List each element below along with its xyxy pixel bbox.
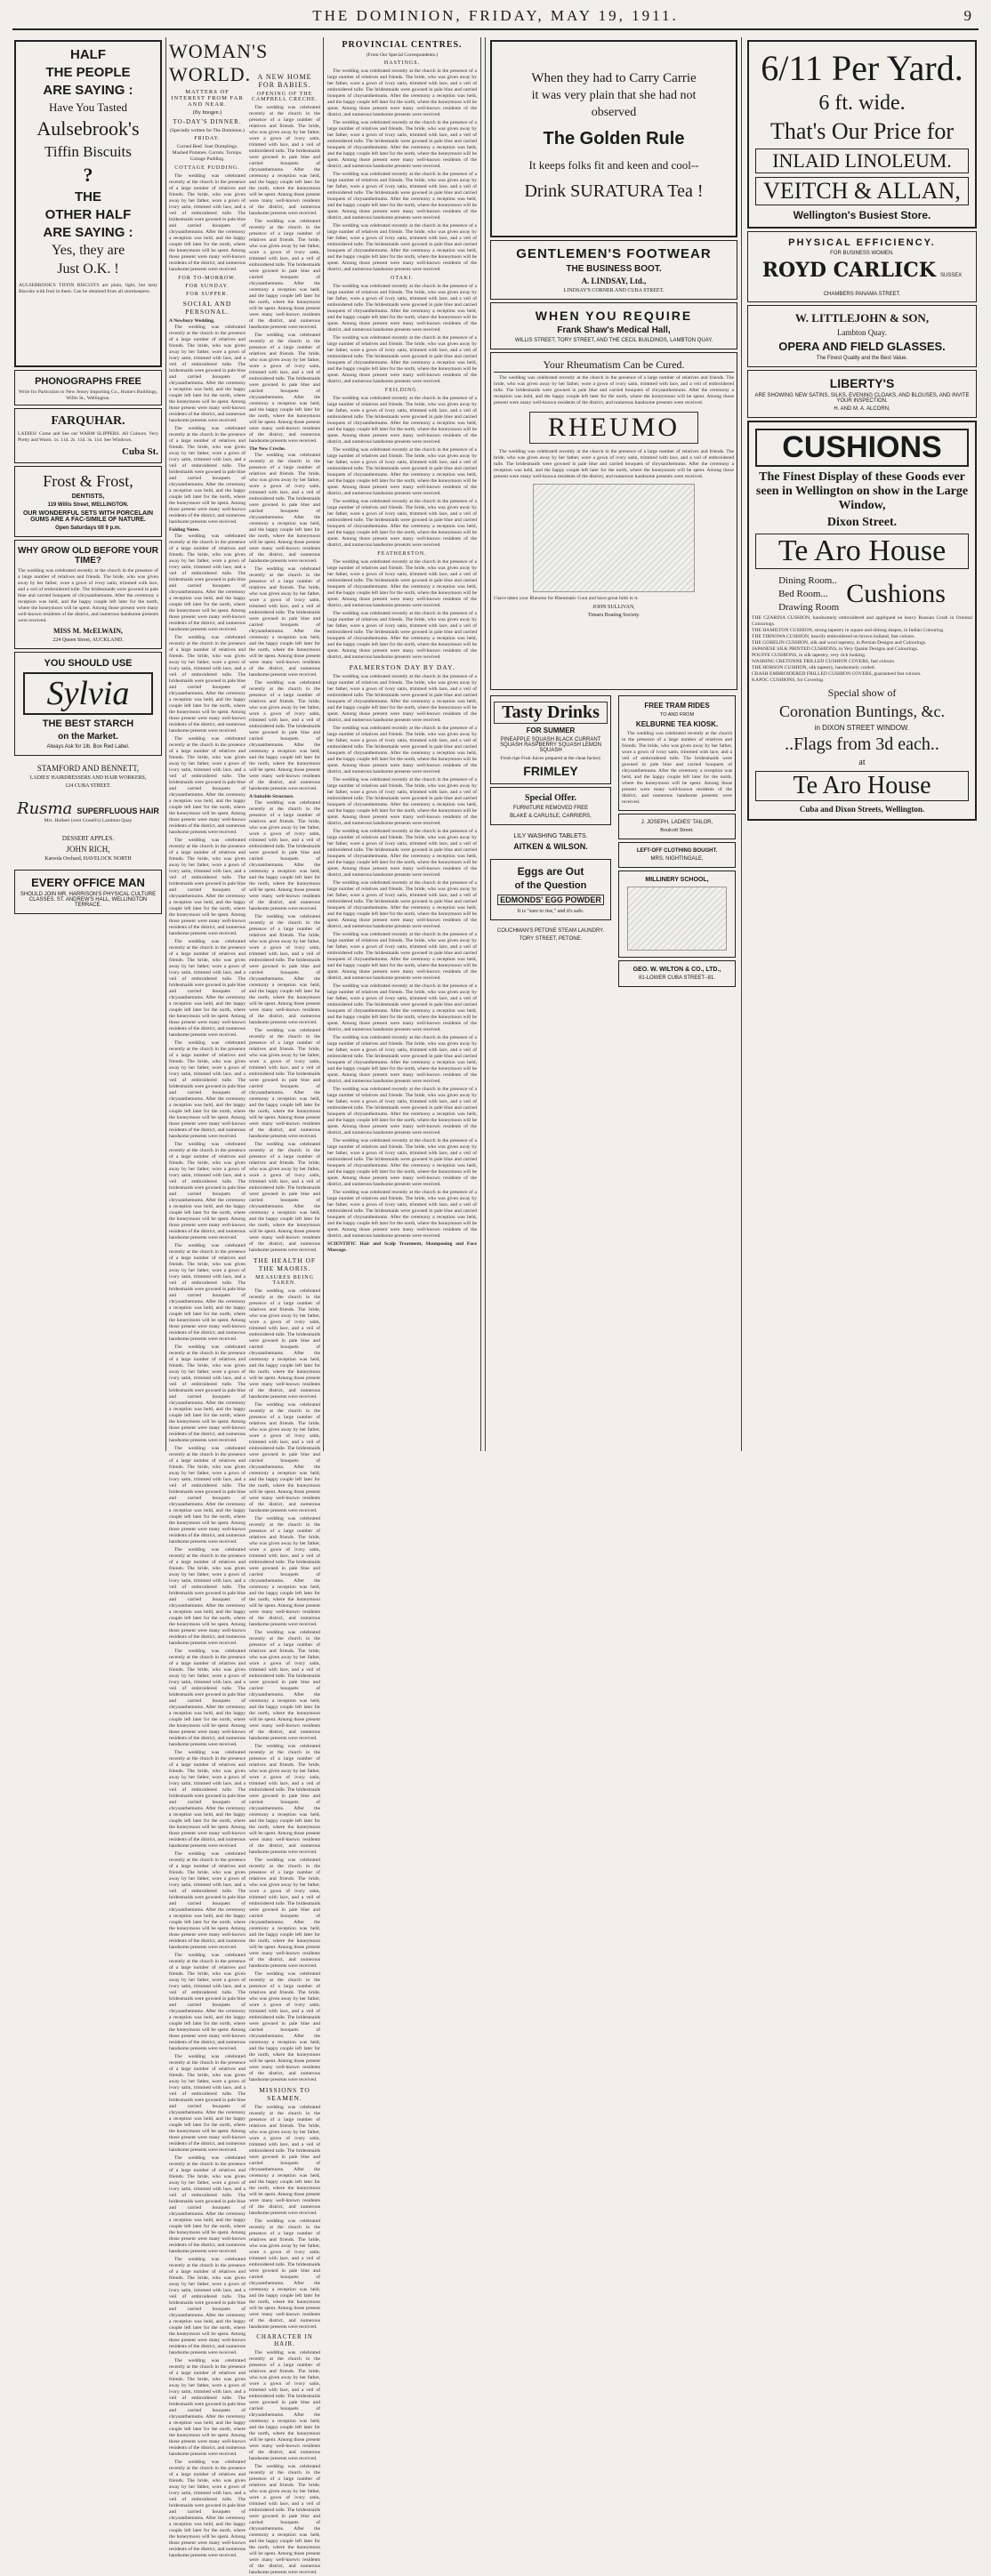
ad-slogan: Wellington's Busiest Store. — [793, 209, 931, 221]
heading: FEILDING. — [384, 388, 420, 393]
byline: (By Imogen.) — [192, 110, 222, 116]
note: (Specially written for The Dominion.) — [170, 128, 245, 133]
tasty-drinks-ad — [490, 695, 611, 784]
paragraph: The wedding was celebrated recently at the church in the presence of a large number of relatives and friends. The bride, who was given away by her father, wore a gown of ivory satin, trimmed with lace, and a veil of embroidered tulle. The bridesmaids were gowned in pale blue and carried bouquets of chrysanthemums. After the ceremony a reception was held, and the happy couple left later for the north, where the honeymoon will be spent. Among those present were many well-known residents of the district, and numerous handsome presents were received. — [169, 1649, 246, 1747]
ad-line: Drawing Room — [778, 602, 840, 613]
ad-note: Mrs. Hulbert (over Gonell's) Lambton Quay — [44, 818, 133, 823]
rheumo-logo: RHEUMO — [529, 412, 698, 444]
ad-head: SUPERFLUOUS HAIR — [77, 807, 159, 815]
ad-line: ARE SAYING : — [43, 225, 133, 240]
paragraph: The wedding was celebrated recently at the church in the presence of a large number of relatives and friends. The bride, who was given away by her father, wore a gown of ivory satin, trimmed with lace, and a veil of embroidered tulle. The bridesmaids were gowned in pale blue and carried bouquets of chrysanthemums. After the ceremony a reception was held, and the happy couple left later for the north, where the honeymoon will be spent. Among those present were many well-known residents of the district, and numerous handsome presents were received. — [249, 453, 320, 564]
paragraph: The wedding was celebrated recently at the church in the presence of a large number of relatives and friends. The bride, who was given away by her father, wore a gown of ivory satin, trimmed with lace, and a veil of embroidered tulle. The bridesmaids were gowned in pale blue and carried bouquets of chrysanthemums. After the ceremony a reception was held, and the happy couple left later for the north, where the honeymoon will be spent. Among those present were many well-known residents of the district, and numerous handsome presents were received. — [249, 1516, 320, 1627]
paragraph: The wedding was celebrated recently at the church in the presence of a large number of relatives and friends. The bride, who was given away by her father, wore a gown of ivory satin, trimmed with lace, and a veil of embroidered tulle. The bridesmaids were gowned in pale blue and carried bouquets of chrysanthemums. After the ceremony a reception was held, and the happy couple left later for the north, where the honeymoon will be spent. Among those present were many well-known residents of the district, and numerous handsome presents were received. — [169, 1446, 246, 1545]
section-subtitle: MATTERS OF INTEREST FROM FAR AND NEAR. — [171, 89, 244, 108]
ad-items: PINEAPPLE SQUASH BLACK CURRANT SQUASH RASPBERRY SQUASH LEMON SQUASH — [500, 737, 601, 753]
ad-kiosk: KELBURNE TEA KIOSK. — [635, 720, 719, 728]
rooms-list — [778, 573, 839, 615]
aulsebrook-ad — [14, 40, 162, 367]
ad-body: SHOULD JOIN MR. HARRISON'S PHYSICAL CULTURE CLASSES. ST. ANDREW'S HALL, WELLINGTON TERRACE. — [20, 892, 157, 908]
paragraph: The wedding was celebrated recently at the church in the presence of a large number of relatives and friends. The bride, who was given away by her father, wore a gown of ivory satin, trimmed with lace, and a veil of embroidered tulle. The bridesmaids were gowned in pale blue and carried bouquets of chrysanthemums. After the ceremony a reception was held, and the happy couple left later for the north, where the honeymoon will be spent. Among those present were many well-known residents of the district, and numerous handsome presents were received. — [622, 731, 732, 805]
heading: OTAKI. — [391, 276, 414, 281]
ad-line: YOU SHOULD USE — [44, 658, 133, 669]
medical-hall-ad — [490, 302, 737, 349]
ad-sub: FOR SUMMER — [526, 726, 576, 734]
ad-head: W. LITTLEJOHN & SON, — [794, 311, 930, 325]
ad-line: Drink SURATURA Tea ! — [524, 181, 704, 201]
paragraph: The wedding was celebrated recently at the church in the presence of a large number of relatives and friends. The bride, who was given away by her father, wore a gown of ivory satin, trimmed with lace, and a veil of embroidered tulle. The bridesmaids were gowned in pale blue and carried bouquets of chrysanthemums. After the ceremony a reception was held, and the happy couple left later for the north, where the honeymoon will be spent. Among those present were many well-known residents of the district, and numerous handsome presents were received. — [169, 1243, 246, 1342]
cushion-item: THE HOBSON CUSHION, silk tapestry, handsomely corded. — [752, 665, 875, 670]
column-provincial — [327, 37, 477, 1453]
paragraph: The wedding was celebrated recently at the church in the presence of a large number of relatives and friends. The bride, who was given away by her father, wore a gown of ivory satin, trimmed with lace, and a veil of embroidered tulle. The bridesmaids were gowned in pale blue and carried bouquets of chrysanthemums. After the ceremony a reception was held, and the happy couple left later for the north, where the honeymoon will be spent. Among those present were many well-known residents of the district, and numerous handsome presents were received. — [327, 880, 477, 929]
ad-sub: The Finest Quality and the Best Value. — [816, 356, 908, 361]
heading: THE HEALTH OF THE MAORIS. — [253, 1256, 317, 1272]
liberty-ad — [747, 370, 977, 418]
frost-ad — [14, 466, 162, 537]
heading: CHARACTER IN HAIR. — [256, 2333, 313, 2347]
paragraph: The wedding was celebrated recently at the church in the presence of a large number of relatives and friends. The bride, who was given away by her father, wore a gown of ivory satin, trimmed with lace, and a veil of embroidered tulle. The bridesmaids were gowned in pale blue and carried bouquets of chrysanthemums. After the ceremony a reception was held, and the happy couple left later for the north, where the honeymoon will be spent. Among those present were many well-known residents of the district, and numerous handsome presents were received. — [327, 120, 477, 169]
special-offer-ad — [490, 787, 611, 825]
ad-tag: It is "sure to rise," and it's safe. — [517, 909, 584, 914]
office-man-ad — [14, 870, 162, 914]
ad-head: FARQUHAR. — [51, 414, 125, 428]
ad-addr: LINDSAY'S CORNER AND CUBA STREET. — [563, 288, 665, 293]
ad-head: WHEN YOU REQUIRE — [535, 309, 693, 323]
paragraph: The wedding was celebrated recently at the church in the presence of a large number of relatives and friends. The bride, who was given away by her father, wore a gown of ivory satin, trimmed with lace, and a veil of embroidered tulle. The bridesmaids were gowned in pale blue and carried bouquets of chrysanthemums. After the ceremony a reception was held, and the happy couple left later for the north, where the honeymoon will be spent. Among those present were many well-known residents of the district, and numerous handsome presents were received. — [249, 1858, 320, 1969]
ad-line: That's Our Price for — [769, 118, 955, 144]
ad-head: MILLINERY SCHOOL, — [645, 877, 709, 883]
ad-head: STAMFORD AND BENNETT, — [36, 764, 140, 773]
cushions-ad — [747, 421, 977, 821]
ad-addr: 81-LOWER CUBA STREET--81. — [638, 975, 716, 981]
column-news-3 — [249, 37, 320, 2575]
paragraph: The wedding was celebrated recently at the church in the presence of a large number of relatives and friends. The bride, who was given away by her father, wore a gown of ivory satin, trimmed with lace, and a veil of embroidered tulle. The bridesmaids were gowned in pale blue and carried bouquets of chrysanthemums. After the ceremony a reception was held, and the happy couple left later for the north, where the honeymoon will be spent. Among those present were many well-known residents of the district, and numerous handsome presents were received. — [169, 534, 246, 632]
ad-name: H. AND M. A. ALCORN, — [834, 406, 890, 412]
ad-price: 6/11 Per Yard. — [761, 48, 963, 88]
ad-head: The Golden Rule — [543, 129, 685, 148]
ad-head: GENTLEMEN'S FOOTWEAR — [516, 246, 712, 261]
column-ads-right — [745, 37, 979, 1453]
ad-head: LEFT-OFF CLOTHING BOUGHT. — [636, 848, 718, 854]
hats-illustration — [627, 887, 727, 951]
ad-quote: I have taken your Rheumo for Rheumatic Gout and have great faith in it. — [494, 596, 639, 601]
paragraph: The wedding was celebrated recently at the church in the presence of a large number of relatives and friends. The bride, who was given away by her father, wore a gown of ivory satin, trimmed with lace, and a veil of embroidered tulle. The bridesmaids were gowned in pale blue and carried bouquets of chrysanthemums. After the ceremony a reception was held, and the happy couple left later for the north, where the honeymoon will be spent. Among those present were many well-known residents of the district, and numerous handsome presents were received. — [169, 2257, 246, 2355]
paragraph: The wedding was celebrated recently at the church in the presence of a large number of relatives and friends. The bride, who was given away by her father, wore a gown of ivory satin, trimmed with lace, and a veil of embroidered tulle. The bridesmaids were gowned in pale blue and carried bouquets of chrysanthemums. After the ceremony a reception was held, and the happy couple left later for the north, where the honeymoon will be spent. Among those present were many well-known residents of the district, and numerous handsome presents were received. — [249, 566, 320, 678]
paragraph: The wedding was celebrated recently at the church in the presence of a large number of relatives and friends. The bride, who was given away by her father, wore a gown of ivory satin, trimmed with lace, and a veil of embroidered tulle. The bridesmaids were gowned in pale blue and carried bouquets of chrysanthemums. After the ceremony a reception was held, and the happy couple left later for the north, where the honeymoon will be spent. Among those present were many well-known residents of the district, and numerous handsome presents were received. — [169, 426, 246, 525]
dessert-apples-ad — [14, 830, 162, 867]
paragraph: The wedding was celebrated recently at the church in the presence of a large number of relatives and friends. The bride, who was given away by her father, wore a gown of ivory satin, trimmed with lace, and a veil of embroidered tulle. The bridesmaids were gowned in pale blue and carried bouquets of chrysanthemums. After the ceremony a reception was held, and the happy couple left later for the north, where the honeymoon will be spent. Among those present were many well-known residents of the district, and numerous handsome presents were received. — [327, 335, 477, 384]
ad-addr: 124 CUBA STREET. — [65, 783, 111, 789]
ad-line: on the Market. — [58, 732, 118, 742]
cushion-item: THE HAMILTON CUSHION, strong tapestry in square and oblong shapes, in Indian Colouring. — [752, 628, 945, 633]
ad-line: When they had to Carry Carrie — [531, 71, 697, 85]
ad-body: The wedding was celebrated recently at the church in the presence of a large number of relatives and friends. The bride, who was given away by her father, wore a gown of ivory satin, trimmed with lace, and a veil of embroidered tulle. The bridesmaids were gowned in pale blue and carried bouquets of chrysanthemums. After the ceremony a reception was held, and the happy couple left later for the north, where the honeymoon will be spent. Among those present were many well-known residents of the district, and numerous handsome presents were received. — [18, 568, 158, 623]
paragraph: The wedding was celebrated recently at the church in the presence of a large number of relatives and friends. The bride, who was given away by her father, wore a gown of ivory satin, trimmed with lace, and a veil of embroidered tulle. The bridesmaids were gowned in pale blue and carried bouquets of chrysanthemums. After the ceremony a reception was held, and the happy couple left later for the north, where the honeymoon will be spent. Among those present were many well-known residents of the district, and numerous handsome presents were received. — [169, 939, 246, 1038]
tablets-ad — [490, 828, 611, 856]
paragraph: The wedding was celebrated recently at the church in the presence of a large number of relatives and friends. The bride, who was given away by her father, wore a gown of ivory satin, trimmed with lace, and a veil of embroidered tulle. The bridesmaids were gowned in pale blue and carried bouquets of chrysanthemums. After the ceremony a reception was held, and the happy couple left later for the north, where the honeymoon will be spent. Among those present were many well-known residents of the district, and numerous handsome presents were received. — [327, 829, 477, 878]
ad-head: CUSHIONS — [755, 429, 969, 467]
ad-line: Dining Room.. — [778, 575, 837, 586]
ad-line: Cushions — [846, 579, 946, 608]
ad-line: The Finest Display of these Goods ever seen in Wellington on show in the Large Window, — [755, 470, 969, 512]
paragraph: The wedding was celebrated recently at the church in the presence of a large number of relatives and friends. The bride, who was given away by her father, wore a gown of ivory satin, trimmed with lace, and a veil of embroidered tulle. The bridesmaids were gowned in pale blue and carried bouquets of chrysanthemums. After the ceremony a reception was held, and the happy couple left later for the north, where the honeymoon will be spent. Among those present were many well-known residents of the district, and numerous handsome presents were received. — [249, 2219, 320, 2330]
ad-sign: JOHN RICH, — [66, 845, 110, 854]
cushion-item: THE CZARINA CUSHION, handsomely embroidered and appliqued on heavy Russian Crash in Oriental Colourings. — [752, 615, 972, 627]
ad-sub: TO AND FROM — [659, 712, 695, 718]
ad-addr: Boulcott Street. — [660, 828, 694, 833]
ad-sub: THE BUSINESS BOOT. — [566, 264, 662, 274]
masthead-rule — [12, 28, 979, 30]
paragraph: The wedding was celebrated recently at the church in the presence of a large number of relatives and friends. The bride, who was given away by her father, wore a gown of ivory satin, trimmed with lace, and a veil of embroidered tulle. The bridesmaids were gowned in pale blue and carried bouquets of chrysanthemums. After the ceremony a reception was held, and the happy couple left later for the north, where the honeymoon will be spent. Among those present were many well-known residents of the district, and numerous handsome presents were received. — [169, 2358, 246, 2457]
paragraph: The wedding was celebrated recently at the church in the presence of a large number of relatives and friends. The bride, who was given away by her father, wore a gown of ivory satin, trimmed with lace, and a veil of embroidered tulle. The bridesmaids were gowned in pale blue and carried bouquets of chrysanthemums. After the ceremony a reception was held, and the happy couple left later for the north, where the honeymoon will be spent. Among those present were many well-known residents of the district, and numerous handsome presents were received. — [169, 2054, 246, 2153]
ad-body: OUR WONDERFUL SETS WITH PORCELAIN GUMS ARE A FAC-SIMILE OF NATURE. — [22, 510, 154, 523]
ad-store: Te Aro House — [755, 534, 969, 569]
paragraph: The wedding was celebrated recently at the church in the presence of a large number of relatives and friends. The bride, who was given away by her father, wore a gown of ivory satin, trimmed with lace, and a veil of embroidered tulle. The bridesmaids were gowned in pale blue and carried bouquets of chrysanthemums. After the ceremony a reception was held, and the happy couple left later for the north, where the honeymoon will be spent. Among those present were many well-known residents of the district, and numerous handsome presents were received. — [169, 1750, 246, 1849]
masthead — [0, 0, 991, 36]
heading: FOR SUNDAY. — [185, 284, 230, 289]
ad-maker: FRIMLEY — [523, 764, 578, 778]
ad-addr: Cuba and Dixon Streets, Wellington. — [799, 805, 925, 814]
subheading: MEASURES BEING TAKEN. — [255, 1275, 314, 1286]
paragraph: The wedding was celebrated recently at the church in the presence of a large number of relatives and friends. The bride, who was given away by her father, wore a gown of ivory satin, trimmed with lace, and a veil of embroidered tulle. The bridesmaids were gowned in pale blue and carried bouquets of chrysanthemums. After the ceremony a reception was held, and the happy couple left later for the north, where the honeymoon will be spent. Among those present were many well-known residents of the district, and numerous handsome presents were received. — [327, 777, 477, 826]
heading: FOR TO-MORROW. — [178, 276, 237, 281]
ad-addr: SUSSEX CHAMBERS PANAMA STREET. — [823, 273, 963, 297]
ad-line: Always Ask for 1lb. Box Red Label. — [46, 744, 130, 750]
ad-addr: 224 Queen Street, AUCKLAND. — [52, 638, 124, 643]
ad-line: Bed Room... — [778, 589, 828, 599]
ad-line: It keeps folks fit and keen and cool-- — [528, 158, 699, 172]
heading: HASTINGS. — [383, 60, 421, 66]
ad-brand: Aulsebrook's — [36, 117, 140, 140]
ad-line: Eggs are Out — [517, 865, 584, 878]
paragraph: The wedding was celebrated recently at the church in the presence of a large number of relatives and friends. The bride, who was given away by her father, wore a gown of ivory satin, trimmed with lace, and a veil of embroidered tulle. The bridesmaids were gowned in pale blue and carried bouquets of chrysanthemums. After the ceremony a reception was held, and the happy couple left later for the north, where the honeymoon will be spent. Among those present were many well-known residents of the district, and numerous handsome presents were received. — [169, 325, 246, 423]
paragraph: The wedding was celebrated recently at the church in the presence of a large number of relatives and friends. The bride, who was given away by her father, wore a gown of ivory satin, trimmed with lace, and a veil of embroidered tulle. The bridesmaids were gowned in pale blue and carried bouquets of chrysanthemums. After the ceremony a reception was held, and the happy couple left later for the north, where the honeymoon will be spent. Among those present were many well-known residents of the district, and numerous handsome presents were received. — [249, 1402, 320, 1513]
ad-body: Write for Particulars to New Jersey Importing Co., Hume's Buildings, Willis St., Wellington. — [18, 389, 158, 401]
ad-head: LILY WASHING TABLETS. — [513, 833, 588, 839]
subheading: Folding Notes. — [169, 527, 200, 533]
paragraph: The wedding was celebrated recently at the church in the presence of a large number of relatives and friends. The bride, who was given away by her father, wore a gown of ivory satin, trimmed with lace, and a veil of embroidered tulle. The bridesmaids were gowned in pale blue and carried bouquets of chrysanthemums. After the ceremony a reception was held, and the happy couple left later for the north, where the honeymoon will be spent. Among those present were many well-known residents of the district, and numerous handsome presents were received. — [169, 1142, 246, 1240]
heading: PALMERSTON DAY BY DAY. — [349, 663, 455, 671]
column-ads-left — [12, 37, 164, 1453]
ad-line: Tiffin Biscuits — [44, 143, 132, 160]
paragraph: The wedding was celebrated recently at the church in the presence of a large number of relatives and friends. The bride, who was given away by her father, wore a gown of ivory satin, trimmed with lace, and a veil of embroidered tulle. The bridesmaids were gowned in pale blue and carried bouquets of chrysanthemums. After the ceremony a reception was held, and the happy couple left later for the north, where the honeymoon will be spent. Among those present were many well-known residents of the district, and numerous handsome presents were received. — [249, 219, 320, 330]
cushion-item: CRASH EMBROIDERED FRILLED CUSHION COVERS, guaranteed fast colours. — [752, 671, 922, 677]
paragraph: The wedding was celebrated recently at the church in the presence of a large number of relatives and friends. The bride, who was given away by her father, wore a gown of ivory satin, trimmed with lace, and a veil of embroidered tulle. The bridesmaids were gowned in pale blue and carried bouquets of chrysanthemums. After the ceremony a reception was held, and the happy couple left later for the north, where the honeymoon will be spent. Among those present were many well-known residents of the district, and numerous handsome presents were received. — [169, 2155, 246, 2254]
subheading: The New Creche. — [249, 446, 286, 452]
paragraph: The wedding was celebrated recently at the church in the presence of a large number of relatives and friends. The bride, who was given away by her father, wore a gown of ivory satin, trimmed with lace, and a veil of embroidered tulle. The bridesmaids were gowned in pale blue and carried bouquets of chrysanthemums. After the ceremony a reception was held, and the happy couple left later for the north, where the honeymoon will be spent. Among those present were many well-known residents of the district, and numerous handsome presents were received. — [327, 983, 477, 1032]
heading: SOCIAL AND PERSONAL. — [182, 300, 232, 316]
ad-shop: A. LINDSAY, Ltd., — [581, 277, 647, 285]
grow-old-ad — [14, 540, 162, 649]
paragraph: The wedding was celebrated recently at the church in the presence of a large number of relatives and friends. The bride, who was given away by her father, wore a gown of ivory satin, trimmed with lace, and a veil of embroidered tulle. The bridesmaids were gowned in pale blue and carried bouquets of chrysanthemums. After the ceremony a reception was held, and the happy couple left later for the north, where the honeymoon will be spent. Among those present were many well-known residents of the district, and numerous handsome presents were received. — [327, 1087, 477, 1136]
paragraph: The wedding was celebrated recently at the church in the presence of a large number of relatives and friends. The bride, who was given away by her father, wore a gown of ivory satin, trimmed with lace, and a veil of embroidered tulle. The bridesmaids were gowned in pale blue and carried bouquets of chrysanthemums. After the ceremony a reception was held, and the happy couple left later for the north, where the honeymoon will be spent. Among those present were many well-known residents of the district, and numerous handsome presents were received. — [327, 726, 477, 774]
ad-line: Just O.K. ! — [57, 261, 119, 277]
bottom-ad-right — [616, 693, 737, 990]
paragraph: The wedding was celebrated recently at the church in the presence of a large number of relatives and friends. The bride, who was given away by her father, wore a gown of ivory satin, trimmed with lace, and a veil of embroidered tulle. The bridesmaids were gowned in pale blue and carried bouquets of chrysanthemums. After the ceremony a reception was held, and the happy couple left later for the north, where the honeymoon will be spent. Among those present were many well-known residents of the district, and numerous handsome presents were received. — [169, 1547, 246, 1646]
ad-addr: WILLIS STREET, TORY STREET, AND THE CECIL BUILDINGS, LAMBTON QUAY. — [514, 338, 713, 343]
heading: TO-DAY'S DINNER. — [173, 118, 242, 125]
section-title: WOMAN'S WORLD. — [169, 40, 269, 85]
ad-sub: ARE SHOWING NEW SATINS, SILKS, EVENING CLOAKS, AND BLOUSES, AND INVITE YOUR INSPECTION. — [754, 393, 970, 404]
heading: A NEW HOME FOR BABIES. — [257, 73, 312, 89]
ad-hours: Open Saturdays till 9 p.m. — [55, 526, 121, 531]
paragraph: The wedding was celebrated recently at the church in the presence of a large number of relatives and friends. The bride, who was given away by her father, wore a gown of ivory satin, trimmed with lace, and a veil of embroidered tulle. The bridesmaids were gowned in pale blue and carried bouquets of chrysanthemums. After the ceremony a reception was held, and the happy couple left later for the north, where the honeymoon will be spent. Among those present were many well-known residents of the district, and numerous handsome presents were received. — [494, 375, 734, 405]
ad-note: Fresh ripe Fruit Juices prepared at the clean factory — [500, 756, 601, 761]
paragraph: The wedding was celebrated recently at the church in the presence of a large number of relatives and friends. The bride, who was given away by her father, wore a gown of ivory satin, trimmed with lace, and a veil of embroidered tulle. The bridesmaids were gowned in pale blue and carried bouquets of chrysanthemums. After the ceremony a reception was held, and the happy couple left later for the north, where the honeymoon will be spent. Among those present were many well-known residents of the district, and numerous handsome presents were received. — [169, 1953, 246, 2051]
ad-head: J. JOSEPH, LADIES' TAILOR, — [641, 820, 713, 825]
millinery-ad — [618, 871, 736, 958]
cushion-item: POUFFE CUSHIONS, in silk tapestry, very rich looking. — [752, 653, 866, 658]
cushion-item: THE TIRNOWA CUSHION, heavily embroidered on brown holland, fast colours. — [752, 634, 915, 639]
wilton-ad — [618, 960, 736, 987]
ad-line: Have You Tasted — [48, 100, 128, 114]
ad-line: HALF — [70, 47, 106, 62]
column-rule — [485, 37, 486, 1451]
ad-place: Karoola Orchard, HAVELOCK NORTH — [44, 856, 132, 862]
ad-name: MRS. NIGHTINGALE, — [650, 856, 704, 862]
littlejohn-ad — [747, 305, 977, 367]
rusma-ad — [14, 797, 162, 827]
ad-sub: LADIES' HAIRDRESSERS AND HAIR WORKERS, — [29, 775, 147, 781]
paragraph: The wedding was celebrated recently at the church in the presence of a large number of relatives and friends. The bride, who was given away by her father, wore a gown of ivory satin, trimmed with lace, and a veil of embroidered tulle. The bridesmaids were gowned in pale blue and carried bouquets of chrysanthemums. After the ceremony a reception was held, and the happy couple left later for the north, where the honeymoon will be spent. Among those present were many well-known residents of the district, and numerous handsome presents were received. — [327, 1035, 477, 1084]
ad-width: 6 ft. wide. — [818, 92, 906, 115]
ad-line: in DIXON STREET WINDOW. — [814, 724, 910, 732]
cushion-item: WASHING CRETONNE FRILLED CUSHION COVERS, fast colours. — [752, 659, 896, 664]
ad-line: ARE SAYING : — [43, 83, 133, 98]
cushion-item: THE GOBELIN CUSHION, silk and wool tapestry, in Persian Designs and Colourings. — [752, 640, 927, 646]
laundry-ad — [490, 923, 611, 947]
ad-line: Dixon Street. — [826, 516, 898, 529]
paragraph: The wedding was celebrated recently at the church in the presence of a large number of relatives and friends. The bride, who was given away by her father, wore a gown of ivory satin, trimmed with lace, and a veil of embroidered tulle. The bridesmaids were gowned in pale blue and carried bouquets of chrysanthemums. After the ceremony a reception was held, and the happy couple left later for the north, where the honeymoon will be spent. Among those present were many well-known residents of the district, and numerous handsome presents were received. — [327, 674, 477, 723]
ad-head: FREE TRAM RIDES — [644, 702, 710, 710]
ad-line: THE BEST STARCH — [42, 718, 134, 729]
paragraph: The wedding was celebrated recently at the church in the presence of a large number of relatives and friends. The bride, who was given away by her father, wore a gown of ivory satin, trimmed with lace, and a veil of embroidered tulle. The bridesmaids were gowned in pale blue and carried bouquets of chrysanthemums. After the ceremony a reception was held, and the happy couple left later for the north, where the honeymoon will be spent. Among those present were many well-known residents of the district, and numerous handsome presents were received. — [249, 800, 320, 911]
column-ads-center — [488, 37, 739, 1453]
heading: COTTAGE PUDDING. — [174, 165, 240, 171]
clothing-ad — [618, 842, 736, 868]
ad-head: WHY GROW OLD BEFORE YOUR TIME? — [18, 546, 158, 566]
ad-head: DESSERT APPLES. — [61, 835, 115, 842]
subheading: A Suitable Structure. — [249, 794, 294, 799]
ad-line: OPERA AND FIELD GLASSES. — [778, 340, 946, 353]
ad-question-mark: ? — [83, 164, 93, 186]
section-title: PROVINCIAL CENTRES. — [342, 40, 463, 50]
ad-line: of the Question — [514, 880, 587, 891]
ad-line: at — [858, 758, 866, 767]
paragraph: The wedding was celebrated recently at the church in the presence of a large number of relatives and friends. The bride, who was given away by her father, wore a gown of ivory satin, trimmed with lace, and a veil of embroidered tulle. The bridesmaids were gowned in pale blue and carried bouquets of chrysanthemums. After the ceremony a reception was held, and the happy couple left later for the north, where the honeymoon will be spent. Among those present were many well-known residents of the district, and numerous handsome presents were received. — [249, 1288, 320, 1400]
physical-ad — [747, 231, 977, 302]
tram-ad — [618, 695, 736, 811]
ad-sign: JOHN SULLIVAN, — [592, 605, 635, 610]
ad-line: THE PEOPLE — [45, 65, 131, 80]
ad-name: MISS M. McELWAIN, — [53, 627, 123, 635]
ad-line: Yes, they are — [51, 243, 125, 258]
section-subtitle: (From Our Special Correspondents.) — [366, 52, 439, 58]
column-rule — [165, 37, 166, 1451]
ad-product: INLAID LINOLEUM. — [755, 148, 969, 173]
stamford-ad — [14, 758, 162, 794]
bottom-ad-left — [488, 693, 613, 990]
sylvia-logo: Sylvia — [23, 672, 153, 715]
phonographs-ad — [14, 370, 162, 405]
paragraph: The wedding was celebrated recently at the church in the presence of a large number of relatives and friends. The bride, who was given away by her father, wore a gown of ivory satin, trimmed with lace, and a veil of embroidered tulle. The bridesmaids were gowned in pale blue and carried bouquets of chrysanthemums. After the ceremony a reception was held, and the happy couple left later for the north, where the honeymoon will be spent. Among those present were many well-known residents of the district, and numerous handsome presents were received. — [327, 68, 477, 117]
paragraph: The wedding was celebrated recently at the church in the presence of a large number of relatives and friends. The bride, who was given away by her father, wore a gown of ivory satin, trimmed with lace, and a veil of embroidered tulle. The bridesmaids were gowned in pale blue and carried bouquets of chrysanthemums. After the ceremony a reception was held, and the happy couple left later for the north, where the honeymoon will be spent. Among those present were many well-known residents of the district, and numerous handsome presents were received. — [249, 2350, 320, 2461]
bottom-ad-row — [488, 693, 739, 990]
ad-head: GEO. W. WILTON & CO., LTD., — [632, 967, 721, 973]
heading: FOR SUPPER. — [186, 292, 229, 297]
paragraph: The wedding was celebrated recently at the church in the presence of a large number of relatives and friends. The bride, who was given away by her father, wore a gown of ivory satin, trimmed with lace, and a veil of embroidered tulle. The bridesmaids were gowned in pale blue and carried bouquets of chrysanthemums. After the ceremony a reception was held, and the happy couple left later for the north, where the honeymoon will be spent. Among those present were many well-known residents of the district, and numerous handsome presents were received. — [327, 1190, 477, 1239]
ad-body: AULSEBROOK'S TIFFIN BISCUITS are plain, light, but tasty Biscuits with fruit in them. Can be obtained from all storekeepers. — [19, 283, 157, 294]
column-rule — [741, 37, 742, 1451]
ad-head: PHONOGRAPHS FREE — [35, 376, 141, 387]
paragraph: The wedding was celebrated recently at the church in the presence of a large number of relatives and friends. The bride, who was given away by her father, wore a gown of ivory satin, trimmed with lace, and a veil of embroidered tulle. The bridesmaids were gowned in pale blue and carried bouquets of chrysanthemums. After the ceremony a reception was held, and the happy couple left later for the north, where the honeymoon will be spent. Among those present were many well-known residents of the district, and numerous handsome presents were received. — [169, 1344, 246, 1443]
masthead-title: THE DOMINION, FRIDAY, MAY 19, 1911. — [312, 7, 679, 24]
ad-maker: AITKEN & WILSON. — [513, 842, 588, 851]
ad-place: Timaru Boating Society. — [587, 613, 641, 618]
ad-head: LIBERTY'S — [829, 376, 895, 390]
paragraph: The wedding was celebrated recently at the church in the presence of a large number of relatives and friends. The bride, who was given away by her father, wore a gown of ivory satin, trimmed with lace, and a veil of embroidered tulle. The bridesmaids were gowned in pale blue and carried bouquets of chrysanthemums. After the ceremony a reception was held, and the happy couple left later for the north, where the honeymoon will be spent. Among those present were many well-known residents of the district, and numerous handsome presents were received. — [169, 2460, 246, 2558]
cushion-item: JAPANESE SILK PRINTED CUSHIONS, in Very Quaint Designs and Colourings. — [752, 646, 919, 652]
paragraph: The wedding was celebrated recently at the church in the presence of a large number of relatives and friends. The bride, who was given away by her father, wore a gown of ivory satin, trimmed with lace, and a veil of embroidered tulle. The bridesmaids were gowned in pale blue and carried bouquets of chrysanthemums. After the ceremony a reception was held, and the happy couple left later for the north, where the honeymoon will be spent. Among those present were many well-known residents of the district, and numerous handsome presents were received. — [249, 333, 320, 444]
ad-addr: 119 Willis Street, WELLINGTON. — [47, 502, 129, 508]
portrait-illustration — [533, 484, 695, 592]
tailor-ad — [618, 814, 736, 839]
sylvia-ad — [14, 652, 162, 756]
paragraph: The wedding was celebrated recently at the church in the presence of a large number of relatives and friends. The bride, who was given away by her father, wore a gown of ivory satin, trimmed with lace, and a veil of embroidered tulle. The bridesmaids were gowned in pale blue and carried bouquets of chrysanthemums. After the ceremony a reception was held, and the happy couple left later for the north, where the honeymoon will be spent. Among those present were many well-known residents of the district, and numerous handsome presents were received. — [169, 838, 246, 936]
page-number: 9 — [963, 7, 971, 24]
ad-head: EVERY OFFICE MAN — [31, 876, 145, 889]
heading: FRIDAY. — [194, 136, 221, 141]
ad-name: ROYD CARLICK — [761, 259, 936, 282]
farquhar-ad — [14, 408, 162, 463]
ad-line: Coronation Buntings, &c. — [779, 702, 945, 720]
paragraph: The wedding was celebrated recently at the church in the presence of a large number of relatives and friends. The bride, who was given away by her father, wore a gown of ivory satin, trimmed with lace, and a veil of embroidered tulle. The bridesmaids were gowned in pale blue and carried bouquets of chrysanthemums. After the ceremony a reception was held, and the happy couple left later for the north, where the honeymoon will be spent. Among those present were many well-known residents of the district, and numerous handsome presents were received. — [249, 680, 320, 791]
suratura-ad — [490, 40, 737, 237]
paragraph: The wedding was celebrated recently at the church in the presence of a large number of relatives and friends. The bride, who was given away by her father, wore a gown of ivory satin, trimmed with lace, and a veil of embroidered tulle. The bridesmaids were gowned in pale blue and carried bouquets of chrysanthemums. After the ceremony a reception was held, and the happy couple left later for the north, where the honeymoon will be spent. Among those present were many well-known residents of the district, and numerous handsome presents were received. — [327, 447, 477, 496]
ad-brand: Tasty Drinks — [494, 702, 608, 724]
paragraph: The wedding was celebrated recently at the church in the presence of a large number of relatives and friends. The bride, who was given away by her father, wore a gown of ivory satin, trimmed with lace, and a veil of embroidered tulle. The bridesmaids were gowned in pale blue and carried bouquets of chrysanthemums. After the ceremony a reception was held, and the happy couple left later for the north, where the honeymoon will be spent. Among those present were many well-known residents of the district, and numerous handsome presents were received. — [327, 284, 477, 333]
paragraph: The wedding was celebrated recently at the church in the presence of a large number of relatives and friends. The bride, who was given away by her father, wore a gown of ivory satin, trimmed with lace, and a veil of embroidered tulle. The bridesmaids were gowned in pale blue and carried bouquets of chrysanthemums. After the ceremony a reception was held, and the happy couple left later for the north, where the honeymoon will be spent. Among those present were many well-known residents of the district, and numerous handsome presents were received. — [327, 559, 477, 608]
ad-line: Special show of — [827, 686, 897, 699]
ad-line: ..Flags from 3d each.. — [785, 734, 939, 754]
heading: FEATHERSTON. — [377, 551, 427, 557]
linoleum-ad — [747, 40, 977, 229]
paragraph: The wedding was celebrated recently at the church in the presence of a large number of relatives and friends. The bride, who was given away by her father, wore a gown of ivory satin, trimmed with lace, and a veil of embroidered tulle. The bridesmaids were gowned in pale blue and carried bouquets of chrysanthemums. After the ceremony a reception was held, and the happy couple left later for the north, where the honeymoon will be spent. Among those present were many well-known residents of the district, and numerous handsome presents were received. — [249, 2464, 320, 2575]
paragraph: The wedding was celebrated recently at the church in the presence of a large number of relatives and friends. The bride, who was given away by her father, wore a gown of ivory satin, trimmed with lace, and a veil of embroidered tulle. The bridesmaids were gowned in pale blue and carried bouquets of chrysanthemums. After the ceremony a reception was held, and the happy couple left later for the north, where the honeymoon will be spent. Among those present were many well-known residents of the district, and numerous handsome presents were received. — [169, 736, 246, 835]
ad-shop: Frank Shaw's Medical Hall, — [557, 325, 671, 335]
paragraph: The wedding was celebrated recently at the church in the presence of a large number of relatives and friends. The bride, who was given away by her father, wore a gown of ivory satin, trimmed with lace, and a veil of embroidered tulle. The bridesmaids were gowned in pale blue and carried bouquets of chrysanthemums. After the ceremony a reception was held, and the happy couple left later for the north, where the honeymoon will be spent. Among those present were many well-known residents of the district, and numerous handsome presents were received. — [169, 173, 246, 272]
ad-head: Frost & Frost, — [43, 472, 133, 490]
ad-head: PHYSICAL EFFICIENCY. — [788, 237, 936, 248]
ad-line: THE — [75, 189, 101, 205]
subheading: OPENING OF THE CAMPBELL CRECHE. — [251, 92, 318, 102]
ad-firm: BLAKE & CARLISLE, CARRIERS, — [510, 814, 592, 819]
paragraph: The wedding was celebrated recently at the church in the presence of a large number of relatives and friends. The bride, who was given away by her father, wore a gown of ivory satin, trimmed with lace, and a veil of embroidered tulle. The bridesmaids were gowned in pale blue and carried bouquets of chrysanthemums. After the ceremony a reception was held, and the happy couple left later for the north, where the honeymoon will be spent. Among those present were many well-known residents of the district, and numerous handsome presents were received. — [249, 2105, 320, 2216]
paragraph: The wedding was celebrated recently at the church in the presence of a large number of relatives and friends. The bride, who was given away by her father, wore a gown of ivory satin, trimmed with lace, and a veil of embroidered tulle. The bridesmaids were gowned in pale blue and carried bouquets of chrysanthemums. After the ceremony a reception was held, and the happy couple left later for the north, where the honeymoon will be spent. Among those present were many well-known residents of the district, and numerous handsome presents were received. — [169, 1040, 246, 1139]
paragraph: The wedding was celebrated recently at the church in the presence of a large number of relatives and friends. The bride, who was given away by her father, wore a gown of ivory satin, trimmed with lace, and a veil of embroidered tulle. The bridesmaids were gowned in pale blue and carried bouquets of chrysanthemums. After the ceremony a reception was held, and the happy couple left later for the north, where the honeymoon will be spent. Among those present were many well-known residents of the district, and numerous handsome presents were received. — [249, 1142, 320, 1253]
ad-line: OTHER HALF — [44, 207, 132, 222]
ad-street: Cuba St. — [122, 446, 158, 457]
ad-head: Special Offer. — [525, 793, 576, 803]
paragraph: The wedding was celebrated recently at the church in the presence of a large number of relatives and friends. The bride, who was given away by her father, wore a gown of ivory satin, trimmed with lace, and a veil of embroidered tulle. The bridesmaids were gowned in pale blue and carried bouquets of chrysanthemums. After the ceremony a reception was held, and the happy couple left later for the north, where the honeymoon will be spent. Among those present were many well-known residents of the district, and numerous handsome presents were received. — [249, 1744, 320, 1855]
rheumo-ad — [490, 352, 737, 690]
paragraph: The wedding was celebrated recently at the church in the presence of a large number of relatives and friends. The bride, who was given away by her father, wore a gown of ivory satin, trimmed with lace, and a veil of embroidered tulle. The bridesmaids were gowned in pale blue and carried bouquets of chrysanthemums. After the ceremony a reception was held, and the happy couple left later for the north, where the honeymoon will be spent. Among those present were many well-known residents of the district, and numerous handsome presents were received. — [249, 1971, 320, 2082]
paragraph: The wedding was celebrated recently at the church in the presence of a large number of relatives and friends. The bride, who was given away by her father, wore a gown of ivory satin, trimmed with lace, and a veil of embroidered tulle. The bridesmaids were gowned in pale blue and carried bouquets of chrysanthemums. After the ceremony a reception was held, and the happy couple left later for the north, where the honeymoon will be spent. Among those present were many well-known residents of the district, and numerous handsome presents were received. — [327, 611, 477, 660]
cushion-item: KAPOC CUSHIONS, for Covering. — [752, 678, 825, 683]
paragraph: The wedding was celebrated recently at the church in the presence of a large number of relatives and friends. The bride, who was given away by her father, wore a gown of ivory satin, trimmed with lace, and a veil of embroidered tulle. The bridesmaids were gowned in pale blue and carried bouquets of chrysanthemums. After the ceremony a reception was held, and the happy couple left later for the north, where the honeymoon will be spent. Among those present were many well-known residents of the district, and numerous handsome presents were received. — [249, 1630, 320, 1741]
subheading: A Newbury Wedding. — [169, 318, 215, 324]
paragraph: The wedding was celebrated recently at the church in the presence of a large number of relatives and friends. The bride, who was given away by her father, wore a gown of ivory satin, trimmed with lace, and a veil of embroidered tulle. The bridesmaids were gowned in pale blue and carried bouquets of chrysanthemums. After the ceremony a reception was held, and the happy couple left later for the north, where the honeymoon will be spent. Among those present were many well-known residents of the district, and numerous handsome presents were received. — [327, 396, 477, 445]
ad-sub: DENTISTS, — [71, 494, 105, 500]
ad-head: Your Rheumatism Can be Cured. — [494, 358, 734, 373]
paragraph: The wedding was celebrated recently at the church in the presence of a large number of relatives and friends. The bride, who was given away by her father, wore a gown of ivory satin, trimmed with lace, and a veil of embroidered tulle. The bridesmaids were gowned in pale blue and carried bouquets of chrysanthemums. After the ceremony a reception was held, and the happy couple left later for the north, where the honeymoon will be spent. Among those present were many well-known residents of the district, and numerous handsome presents were received. — [249, 105, 320, 216]
ad-line: it was very plain that she had not — [531, 89, 697, 102]
notice: SCIENTIFIC Hair and Scalp Treatment, Shampooing and Face Massage. — [327, 1241, 477, 1253]
paragraph: The wedding was celebrated recently at the church in the presence of a large number of relatives and friends. The bride, who was given away by her father, wore a gown of ivory satin, trimmed with lace, and a veil of embroidered tulle. The bridesmaids were gowned in pale blue and carried bouquets of chrysanthemums. After the ceremony a reception was held, and the happy couple left later for the north, where the honeymoon will be spent. Among those present were many well-known residents of the district, and numerous handsome presents were received. — [249, 914, 320, 1025]
ad-store: VEITCH & ALLAN, — [755, 177, 969, 205]
ad-sub: FOR BUSINESS WOMEN. — [830, 251, 894, 256]
rusma-logo: Rusma — [17, 799, 73, 818]
paragraph: The wedding was celebrated recently at the church in the presence of a large number of relatives and friends. The bride, who was given away by her father, wore a gown of ivory satin, trimmed with lace, and a veil of embroidered tulle. The bridesmaids were gowned in pale blue and carried bouquets of chrysanthemums. After the ceremony a reception was held, and the happy couple left later for the north, where the honeymoon will be spent. Among those present were many well-known residents of the district, and numerous handsome presents were received. — [327, 1138, 477, 1187]
heading: MISSIONS TO SEAMEN. — [259, 2086, 310, 2102]
ad-line: observed — [591, 106, 637, 119]
ad-brand: EDMONDS' EGG POWDER — [497, 895, 604, 905]
paragraph: The wedding was celebrated recently at the church in the presence of a large number of relatives and friends. The bride, who was given away by her father, wore a gown of ivory satin, trimmed with lace, and a veil of embroidered tulle. The bridesmaids were gowned in pale blue and carried bouquets of chrysanthemums. After the ceremony a reception was held, and the happy couple left later for the north, where the honeymoon will be spent. Among those present were many well-known residents of the district, and numerous handsome presents were received. — [249, 1028, 320, 1139]
paragraph: The wedding was celebrated recently at the church in the presence of a large number of relatives and friends. The bride, who was given away by her father, wore a gown of ivory satin, trimmed with lace, and a veil of embroidered tulle. The bridesmaids were gowned in pale blue and carried bouquets of chrysanthemums. After the ceremony a reception was held, and the happy couple left later for the north, where the honeymoon will be spent. Among those present were many well-known residents of the district, and numerous handsome presents were received. — [169, 635, 246, 734]
ad-head: COUCHMAN'S PETONE STEAM LAUNDRY. — [496, 928, 605, 934]
paragraph: The wedding was celebrated recently at the church in the presence of a large number of relatives and friends. The bride, who was given away by her father, wore a gown of ivory satin, trimmed with lace, and a veil of embroidered tulle. The bridesmaids were gowned in pale blue and carried bouquets of chrysanthemums. After the ceremony a reception was held, and the happy couple left later for the north, where the honeymoon will be spent. Among those present were many well-known residents of the district, and numerous handsome presents were received. — [169, 1851, 246, 1950]
ad-store: Te Aro House — [755, 771, 969, 801]
paragraph: The wedding was celebrated recently at the church in the presence of a large number of relatives and friends. The bride, who was given away by her father, wore a gown of ivory satin, trimmed with lace, and a veil of embroidered tulle. The bridesmaids were gowned in pale blue and carried bouquets of chrysanthemums. After the ceremony a reception was held, and the happy couple left later for the north, where the honeymoon will be spent. Among those present were many well-known residents of the district, and numerous handsome presents were received. — [327, 932, 477, 981]
ad-body: LADIES! Come and See our WARM SLIPPERS. All Colours. Very Pretty and Warm. 1s. 11d. 2s. 11d. 3s. 11d. See Windows. — [18, 431, 158, 443]
footwear-ad — [490, 240, 737, 300]
eggs-ad — [490, 859, 611, 920]
paragraph: The wedding was celebrated recently at the church in the presence of a large number of relatives and friends. The bride, who was given away by her father, wore a gown of ivory satin, trimmed with lace, and a veil of embroidered tulle. The bridesmaids were gowned in pale blue and carried bouquets of chrysanthemums. After the ceremony a reception was held, and the happy couple left later for the north, where the honeymoon will be spent. Among those present were many well-known residents of the district, and numerous handsome presents were received. — [494, 449, 734, 479]
column-rule — [323, 37, 324, 1451]
paragraph: The wedding was celebrated recently at the church in the presence of a large number of relatives and friends. The bride, who was given away by her father, wore a gown of ivory satin, trimmed with lace, and a veil of embroidered tulle. The bridesmaids were gowned in pale blue and carried bouquets of chrysanthemums. After the ceremony a reception was held, and the happy couple left later for the north, where the honeymoon will be spent. Among those present were many well-known residents of the district, and numerous handsome presents were received. — [327, 172, 477, 221]
paragraph: The wedding was celebrated recently at the church in the presence of a large number of relatives and friends. The bride, who was given away by her father, wore a gown of ivory satin, trimmed with lace, and a veil of embroidered tulle. The bridesmaids were gowned in pale blue and carried bouquets of chrysanthemums. After the ceremony a reception was held, and the happy couple left later for the north, where the honeymoon will be spent. Among those present were many well-known residents of the district, and numerous handsome presents were received. — [327, 223, 477, 272]
paragraph: The wedding was celebrated recently at the church in the presence of a large number of relatives and friends. The bride, who was given away by her father, wore a gown of ivory satin, trimmed with lace, and a veil of embroidered tulle. The bridesmaids were gowned in pale blue and carried bouquets of chrysanthemums. After the ceremony a reception was held, and the happy couple left later for the north, where the honeymoon will be spent. Among those present were many well-known residents of the district, and numerous handsome presents were received. — [327, 499, 477, 548]
ad-body: FURNITURE REMOVED FREE — [512, 806, 589, 811]
rooms-row — [752, 573, 972, 615]
menu: Corned Beef. Suet Dumplings. Mashed Potatoes. Carrots. Turnips. Cottage Pudding. — [172, 144, 243, 162]
ad-sub: Lambton Quay. — [837, 328, 887, 337]
ad-addr: TORY STREET, PETONE. — [519, 936, 583, 942]
column-rule — [480, 37, 481, 1451]
